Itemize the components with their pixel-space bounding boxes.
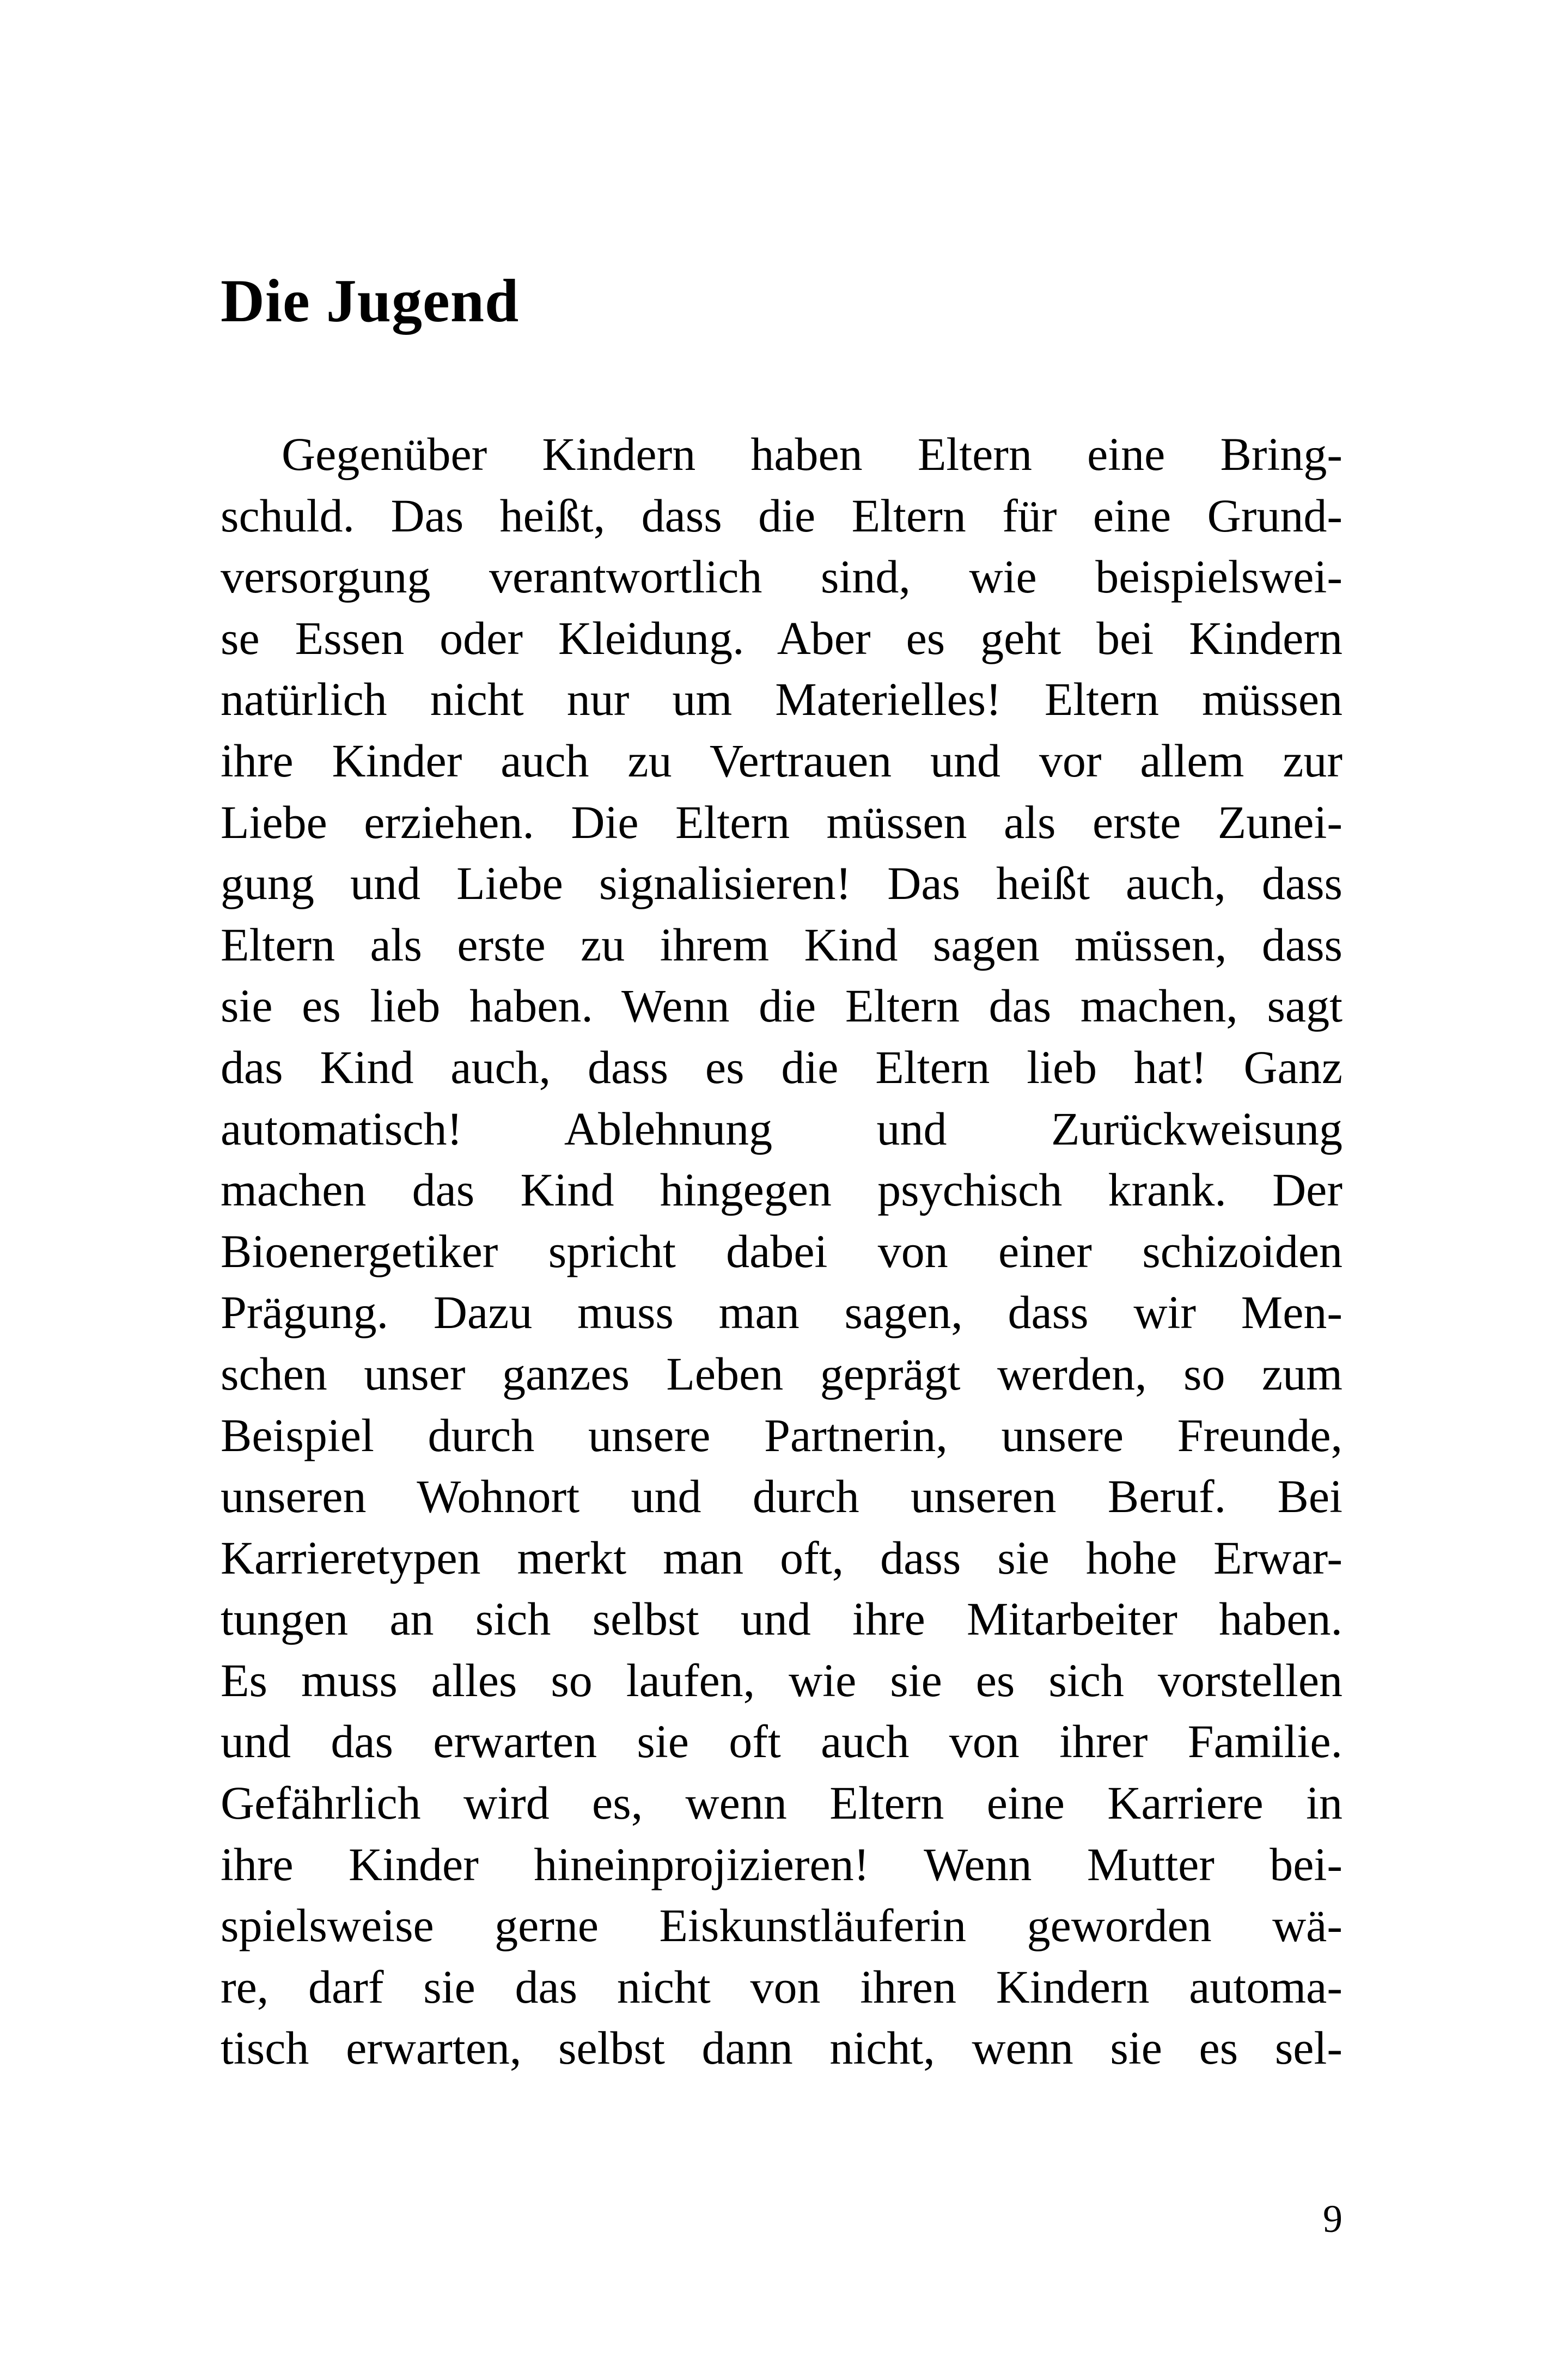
paragraph-line: sie es lieb haben. Wenn die Eltern das machen, sagt	[221, 980, 1342, 1032]
page-number: 9	[1323, 2197, 1342, 2241]
body-paragraph	[221, 424, 1342, 2079]
paragraph-line: Gegenüber Kindern haben Eltern eine Bring-	[282, 428, 1342, 480]
paragraph-line: spielsweise gerne Eiskunstläuferin geworden wä-	[221, 1899, 1342, 1952]
paragraph-line: versorgung verantwortlich sind, wie beispielswei-	[221, 550, 1342, 603]
chapter-title: Die Jugend	[221, 267, 520, 335]
paragraph-line: Beispiel durch unsere Partnerin, unsere Freunde,	[221, 1409, 1342, 1461]
paragraph-line: se Essen oder Kleidung. Aber es geht bei Kindern	[221, 611, 1342, 664]
paragraph-line: ihre Kinder auch zu Vertrauen und vor allem zur	[221, 734, 1342, 787]
paragraph-line: Karrieretypen merkt man oft, dass sie hohe Erwar-	[221, 1531, 1342, 1584]
paragraph-line: Bioenergetiker spricht dabei von einer schizoiden	[221, 1225, 1342, 1277]
paragraph-line: natürlich nicht nur um Materielles! Eltern müssen	[221, 673, 1342, 726]
paragraph-line: gung und Liebe signalisieren! Das heißt auch, dass	[221, 857, 1342, 910]
paragraph-line: Prägung. Dazu muss man sagen, dass wir Men-	[221, 1286, 1342, 1339]
paragraph-line: Gefährlich wird es, wenn Eltern eine Karriere in	[221, 1777, 1342, 1830]
paragraph-line: tisch erwarten, selbst dann nicht, wenn sie es sel-	[221, 2022, 1342, 2075]
paragraph-line: ihre Kinder hineinprojizieren! Wenn Mutter bei-	[221, 1838, 1342, 1890]
paragraph-line: schuld. Das heißt, dass die Eltern für eine Grund-	[221, 489, 1342, 542]
paragraph-line: Liebe erziehen. Die Eltern müssen als erste Zunei-	[221, 796, 1342, 848]
paragraph-line: automatisch! Ablehnung und Zurückweisung	[221, 1102, 1342, 1155]
paragraph-line: und das erwarten sie oft auch von ihrer Familie.	[221, 1715, 1342, 1768]
paragraph-line: tungen an sich selbst und ihre Mitarbeiter haben.	[221, 1593, 1342, 1645]
paragraph-line: re, darf sie das nicht von ihren Kindern automa-	[221, 1960, 1342, 2013]
paragraph-line: schen unser ganzes Leben geprägt werden, so zum	[221, 1347, 1342, 1400]
paragraph-line: machen das Kind hingegen psychisch krank. Der	[221, 1164, 1342, 1216]
paragraph-line: Es muss alles so laufen, wie sie es sich vorstellen	[221, 1654, 1342, 1706]
paragraph-line: Eltern als erste zu ihrem Kind sagen müssen, dass	[221, 918, 1342, 971]
paragraph-line: unseren Wohnort und durch unseren Beruf. Bei	[221, 1470, 1342, 1523]
paragraph-line: das Kind auch, dass es die Eltern lieb hat! Ganz	[221, 1041, 1342, 1093]
